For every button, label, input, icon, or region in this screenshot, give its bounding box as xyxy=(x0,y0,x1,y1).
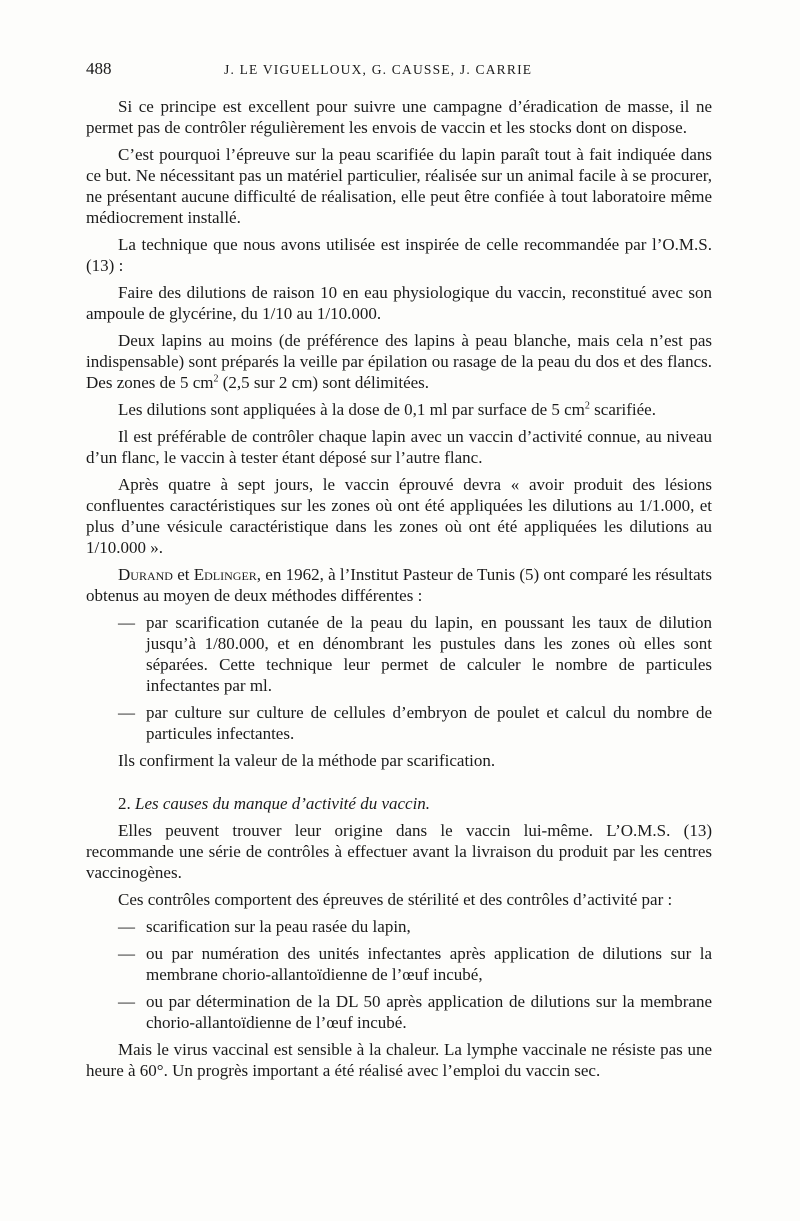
list-item-text: par scarification cutanée de la peau du lapin, en poussant les taux de dilution jusqu’à 1/80.000, et en dénombrant les pustules dans les zones où elles sont séparées. Cette technique leur permet de calculer le nombre de particules infectantes par ml. xyxy=(146,613,712,695)
dash-mark: — xyxy=(118,992,135,1011)
paragraph-5 xyxy=(86,330,712,393)
paragraph-10: Ils confirment la valeur de la méthode par scarification. xyxy=(118,751,496,770)
list-item xyxy=(86,916,712,937)
list-item xyxy=(86,702,712,744)
list-item-text: scarification sur la peau rasée du lapin, xyxy=(146,917,411,936)
dash-mark: — xyxy=(118,703,135,722)
paragraph-11: Elles peuvent trouver leur origine dans le vaccin lui-même. L’O.M.S. (13) recommande une série de contrôles à effectuer avant la livraison du produit par les centres vaccinogènes. xyxy=(86,821,712,882)
running-head xyxy=(86,58,712,80)
paragraph-6-text-end: scarifiée. xyxy=(589,400,656,419)
paragraph-9 xyxy=(86,564,712,606)
paragraph-13: Mais le virus vaccinal est sensible à la chaleur. La lymphe vaccinale ne résiste pas une heure à 60°. Un progrès important a été réalisé avec l’emploi du vaccin sec. xyxy=(86,1040,712,1080)
controls-list xyxy=(86,916,712,1033)
list-item xyxy=(86,991,712,1033)
paragraph-7: Il est préférable de contrôler chaque lapin avec un vaccin d’activité connue, au niveau d’un flanc, le vaccin à tester étant déposé sur l’autre flanc. xyxy=(86,427,712,467)
paragraph-5-text: Deux lapins au moins (de préférence des lapins à peau blanche, mais cela n’est pas indispensable) sont préparés la veille par épilation ou rasage de la peau du dos et des flancs. Des zones de 5 cm xyxy=(86,331,712,392)
header-authors: J. LE VIGUELLOUX, G. CAUSSE, J. CARRIE xyxy=(224,62,533,77)
dash-mark: — xyxy=(118,917,135,936)
paragraph-4: Faire des dilutions de raison 10 en eau physiologique du vaccin, reconstitué avec son ampoule de glycérine, du 1/10 au 1/10.000. xyxy=(86,283,712,323)
paragraph-6 xyxy=(86,399,712,420)
paragraph-9-text: , en 1962, à l’Institut Pasteur de Tunis (5) ont comparé les résultats obtenus au moyen de deux méthodes différentes : xyxy=(86,565,712,605)
paragraph-3: La technique que nous avons utilisée est inspirée de celle recommandée par l’O.M.S. (13) : xyxy=(86,235,712,275)
methods-list xyxy=(86,612,712,744)
paragraph-6-text: Les dilutions sont appliquées à la dose de 0,1 ml par surface de 5 cm xyxy=(118,400,585,419)
superscript-2: 2 xyxy=(584,400,590,412)
conjunction: et xyxy=(172,565,194,584)
list-item xyxy=(86,943,712,985)
section-heading xyxy=(86,793,712,814)
list-item-text: ou par détermination de la DL 50 après application de dilutions sur la membrane chorio-allantoïdienne de l’œuf incubé. xyxy=(146,992,712,1032)
superscript-2: 2 xyxy=(213,373,219,385)
section-number: 2. xyxy=(118,794,135,813)
author-edlinger: Edlinger xyxy=(193,565,257,584)
paragraph-2: C’est pourquoi l’épreuve sur la peau scarifiée du lapin paraît tout à fait indiquée dans ce but. Ne nécessitant pas un matériel particulier, réalisée sur un animal facile à se procurer, ne présentant aucune difficulté de réalisation, elle peut être confiée à tout laboratoire même médiocrement installé. xyxy=(86,145,712,227)
section-title: Les causes du manque d’activité du vaccin. xyxy=(135,794,431,813)
author-durand: Durand xyxy=(118,565,173,584)
list-item-text: ou par numération des unités infectantes après application de dilutions sur la membrane chorio-allantoïdienne de l’œuf incubé, xyxy=(146,944,712,984)
list-item-text: par culture sur culture de cellules d’embryon de poulet et calcul du nombre de particules infectantes. xyxy=(146,703,712,743)
paragraph-12: Ces contrôles comportent des épreuves de stérilité et des contrôles d’activité par : xyxy=(118,890,673,909)
paragraph-1: Si ce principe est excellent pour suivre une campagne d’éradication de masse, il ne permet pas de contrôler régulièrement les envois de vaccin et les stocks dont on dispose. xyxy=(86,97,712,137)
list-item xyxy=(86,612,712,696)
paragraph-8: Après quatre à sept jours, le vaccin éprouvé devra « avoir produit des lésions confluentes caractéristiques sur les zones où ont été appliquées les dilutions au 1/1.000, et plus d’une vésicule caractéristique dans les zones où ont été appliquées les dilutions au 1/10.000 ». xyxy=(86,475,712,557)
page-number: 488 xyxy=(86,59,112,78)
dash-mark: — xyxy=(118,944,135,963)
dash-mark: — xyxy=(118,613,135,632)
paragraph-5-text-end: (2,5 sur 2 cm) sont délimitées. xyxy=(218,373,430,392)
